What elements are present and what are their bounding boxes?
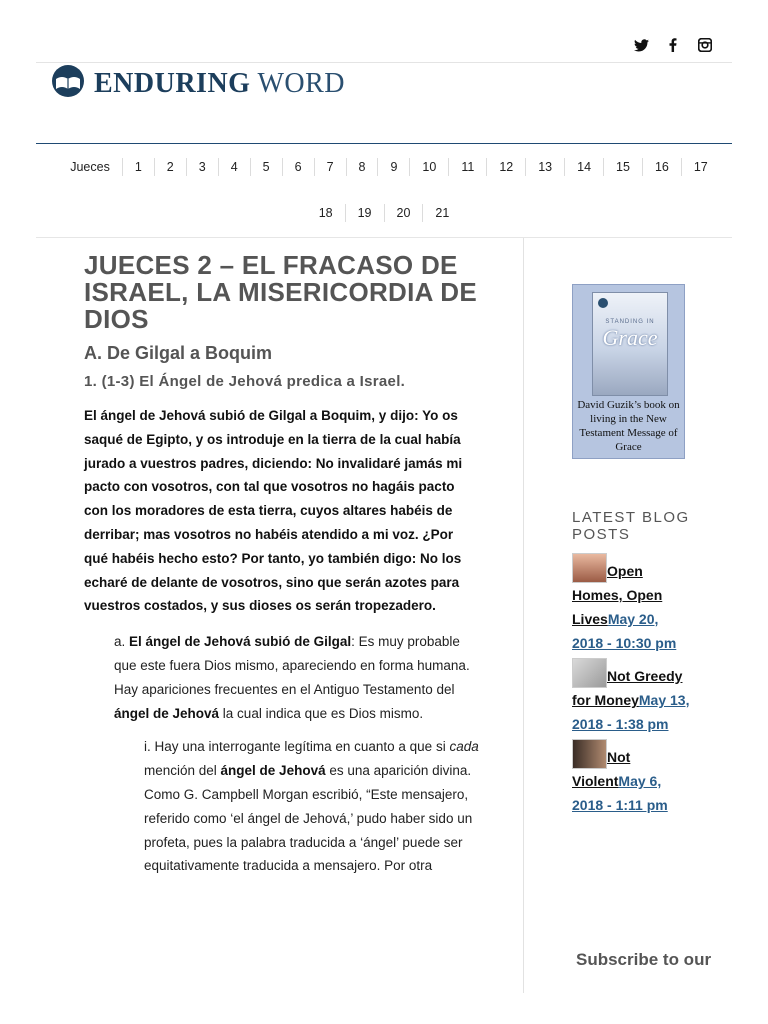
latest-posts-heading: LATEST BLOG POSTS (572, 509, 690, 543)
commentary-point-a: a. El ángel de Jehová subió de Gilgal: Es muy probable que este fuera Dios mismo, apareciendo en forma humana. Hay apariciones frecuentes en el Antiguo Testamento del ángel de Jehová la cual indica que es Dios mismo. (114, 634, 470, 721)
nav-chapter-13[interactable]: 13 (526, 158, 565, 176)
nav-chapter-20[interactable]: 20 (385, 204, 424, 222)
sidebar (572, 284, 692, 820)
publisher-logo-icon (598, 298, 608, 308)
commentary-point-i: i. Hay una interrogante legítima en cuanto a que si cada mención del ángel de Jehová es una aparición divina. Como G. Campbell Morgan escribió, “Este mensajero, referido como ‘el ángel de Jehová,’ pudo haber sido un profeta, pues la palabra traducida a ‘ángel’ puede ser equitativamente traducida a mensajero. Por otra (144, 739, 479, 874)
book-cover-subtitle: STANDING IN (605, 319, 655, 325)
book-promo[interactable] (572, 284, 685, 459)
post-date-link[interactable]: May 13, 2018 - 1:38 pm (572, 692, 690, 732)
list-item (572, 658, 692, 736)
nav-divider (36, 237, 732, 238)
nav-chapter-11[interactable]: 11 (449, 158, 487, 176)
nav-chapter-10[interactable]: 10 (410, 158, 449, 176)
site-logo[interactable] (50, 64, 345, 103)
post-thumbnail[interactable] (572, 739, 607, 769)
header-divider (36, 62, 732, 63)
list-item (572, 739, 692, 817)
book-cover-image (592, 292, 668, 396)
post-thumbnail[interactable] (572, 658, 607, 688)
chapter-nav-top-border (36, 143, 732, 144)
nav-chapter-7[interactable]: 7 (315, 158, 347, 176)
post-title-link[interactable]: Not Violent (572, 749, 631, 789)
instagram-icon[interactable] (696, 36, 714, 54)
nav-chapter-4[interactable]: 4 (219, 158, 251, 176)
section-title: A. De Gilgal a Boquim (84, 343, 273, 363)
nav-chapter-19[interactable]: 19 (346, 204, 385, 222)
latest-posts-list (572, 553, 692, 817)
subsection-title: 1. (1-3) El Ángel de Jehová predica a Israel. (84, 373, 406, 390)
nav-book-link[interactable]: Jueces (48, 158, 123, 176)
chapter-nav (36, 158, 732, 176)
post-date-link[interactable]: May 20, 2018 - 10:30 pm (572, 611, 677, 651)
brand-name: ENDURING WORD (94, 67, 346, 99)
open-book-icon (50, 64, 86, 103)
chapter-nav-row-2 (36, 204, 732, 222)
nav-chapter-14[interactable]: 14 (565, 158, 604, 176)
post-thumbnail[interactable] (572, 553, 607, 583)
nav-chapter-2[interactable]: 2 (155, 158, 187, 176)
facebook-icon[interactable] (664, 36, 682, 54)
nav-chapter-15[interactable]: 15 (604, 158, 643, 176)
nav-chapter-21[interactable]: 21 (435, 206, 450, 220)
nav-chapter-16[interactable]: 16 (643, 158, 682, 176)
post-date-link[interactable]: May 6, 2018 - 1:11 pm (572, 773, 668, 813)
post-title-link[interactable]: Open Homes, Open Lives (572, 563, 663, 627)
nav-chapter-6[interactable]: 6 (283, 158, 315, 176)
social-links (632, 36, 714, 54)
list-item (572, 553, 692, 655)
post-title-link[interactable]: Not Greedy for Money (572, 668, 683, 708)
nav-chapter-5[interactable]: 5 (251, 158, 283, 176)
nav-chapter-8[interactable]: 8 (347, 158, 379, 176)
article (84, 252, 480, 878)
page-title: JUECES 2 – EL FRACASO DE ISRAEL, LA MISERICORDIA DE DIOS (84, 250, 478, 334)
twitter-icon[interactable] (632, 36, 650, 54)
book-cover-title: Grace (602, 325, 658, 350)
subscribe-heading: Subscribe to our (576, 950, 712, 969)
nav-chapter-3[interactable]: 3 (187, 158, 219, 176)
nav-chapter-18[interactable]: 18 (307, 204, 346, 222)
nav-chapter-1[interactable]: 1 (123, 158, 155, 176)
scripture-passage: El ángel de Jehová subió de Gilgal a Boquim, y dijo: Yo os saqué de Egipto, y os introduje en la tierra de la cual había jurado a vuestros padres, diciendo: No invalidaré jamás mi pacto con vosotros, con tal que vosotros no hagáis pacto con los moradores de esta tierra, cuyos altares habéis de derribar; mas vosotros no habéis atendido a mi voz. ¿Por qué habéis hecho esto? Por tanto, yo también digo: No los echaré de delante de vosotros, sino que serán azotes para vuestros costados, y sus dioses os serán tropezadero. (84, 408, 463, 614)
sidebar-divider (523, 238, 524, 993)
nav-chapter-17[interactable]: 17 (693, 160, 708, 174)
book-caption: David Guzik’s book on living in the New Testament Message of Grace (577, 399, 680, 453)
nav-chapter-12[interactable]: 12 (487, 158, 526, 176)
nav-chapter-9[interactable]: 9 (378, 158, 410, 176)
